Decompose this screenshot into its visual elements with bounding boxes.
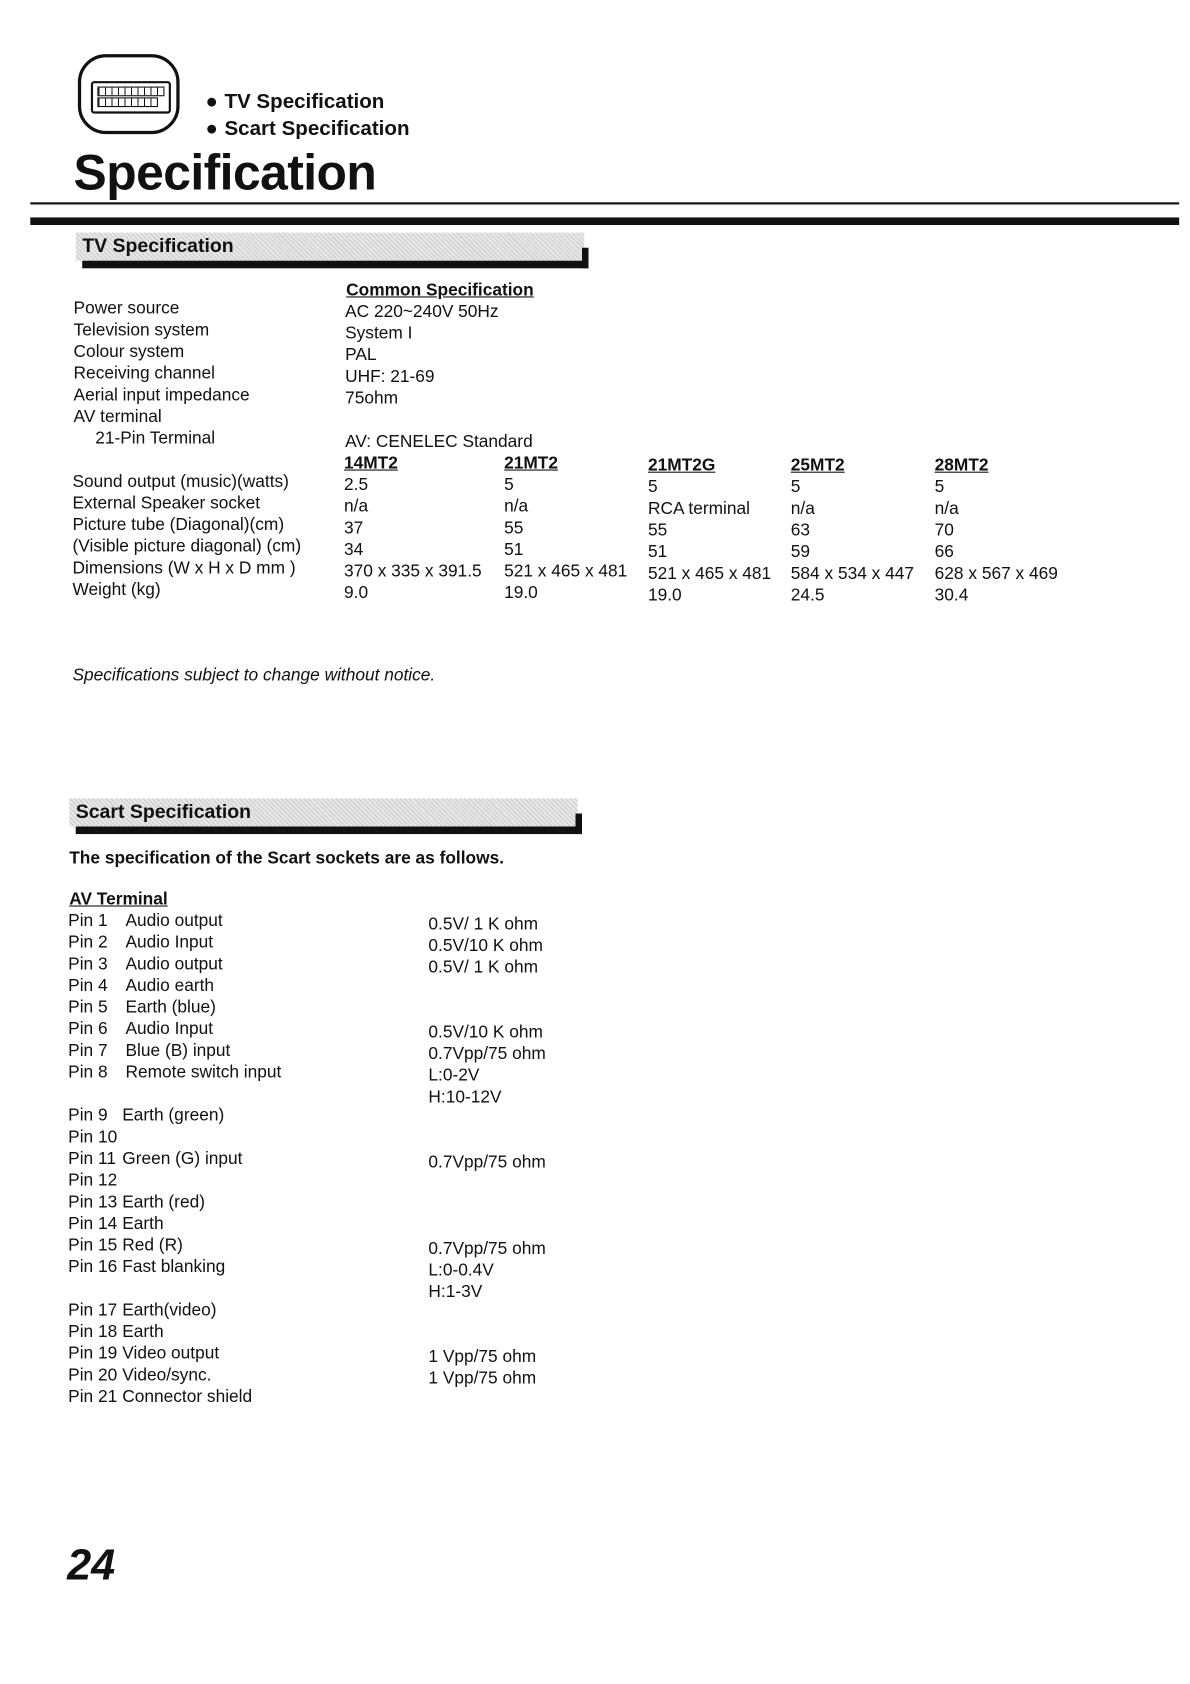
pin-signal-level: 0.7Vpp/75 ohm <box>428 1239 546 1259</box>
model-value: 37 <box>344 519 364 538</box>
spec-value: AV: CENELEC Standard <box>345 432 533 452</box>
pin-signal-level: 0.7Vpp/75 ohm <box>428 1153 546 1172</box>
model-column <box>504 453 627 604</box>
pin-number: Pin 5 <box>68 998 108 1017</box>
toc-item-scart: ● Scart Specification <box>206 118 410 142</box>
scart-intro: The specification of the Scart sockets are as follows. <box>69 849 505 868</box>
common-spec-heading: Common Specification <box>346 281 534 300</box>
pin-signal-level: L:0-0.4V <box>428 1261 494 1280</box>
common-labels <box>74 299 250 450</box>
spec-value: 75ohm <box>345 389 399 408</box>
pin-signal-level: H:1-3V <box>428 1283 483 1302</box>
pin-function: Audio output <box>125 955 223 974</box>
section-title: Scart Specification <box>75 800 252 823</box>
model-value: RCA terminal <box>647 499 750 519</box>
pin-number: Pin 6 <box>68 1020 108 1039</box>
model-column <box>344 453 482 604</box>
model-value: 70 <box>934 521 954 540</box>
spec-label: Picture tube (Diagonal)(cm) <box>72 516 285 535</box>
spec-label: AV terminal <box>73 407 162 427</box>
divider <box>30 202 1179 204</box>
spec-label: Colour system <box>73 342 185 362</box>
pin-function: Video output <box>122 1344 220 1364</box>
model-value: 2.5 <box>344 475 369 495</box>
spec-value: PAL <box>345 346 377 365</box>
model-value: 521 x 465 x 481 <box>504 562 628 581</box>
pin-signal-level: 0.7Vpp/75 ohm <box>428 1045 546 1064</box>
model-value: 9.0 <box>344 584 369 603</box>
spec-label: 21-Pin Terminal <box>95 429 216 448</box>
model-name: 25MT2 <box>790 456 845 475</box>
model-value: 5 <box>504 475 514 495</box>
pin-number: Pin 4 <box>68 976 108 996</box>
common-values <box>345 302 533 453</box>
model-value: n/a <box>504 497 529 517</box>
pin-signal-level: H:10-12V <box>428 1088 502 1107</box>
model-value: 584 x 534 x 447 <box>790 564 914 584</box>
model-value: 370 x 335 x 391.5 <box>344 562 482 581</box>
pin-signal-level: 1 Vpp/75 ohm <box>428 1347 537 1367</box>
spec-label: (Visible picture diagonal) (cm) <box>72 537 302 557</box>
model-value: 5 <box>934 478 945 497</box>
pin-function: Audio Input <box>125 933 214 952</box>
model-value: 34 <box>344 540 364 560</box>
page-number: 24 <box>67 1541 116 1590</box>
pin-number: Pin 7 <box>68 1041 108 1061</box>
pin-signal-level: L:0-2V <box>428 1066 480 1086</box>
pin-function: Audio output <box>125 911 223 931</box>
disclaimer-note: Specifications subject to change without notice. <box>72 666 436 685</box>
pin-function: Audio Input <box>125 1020 214 1039</box>
model-value: 55 <box>504 519 524 538</box>
spec-value: AC 220~240V 50Hz <box>345 302 499 322</box>
model-column <box>935 455 1058 606</box>
model-name: 21MT2 <box>504 454 558 473</box>
pin-function: Fast blanking <box>122 1258 226 1277</box>
av-terminal-heading: AV Terminal <box>69 890 168 909</box>
model-value: n/a <box>934 499 959 519</box>
model-column <box>648 455 771 606</box>
model-column <box>791 455 914 606</box>
pin-function: Earth (blue) <box>125 998 216 1017</box>
divider <box>30 217 1179 225</box>
pin-function: Green (G) input <box>122 1149 243 1169</box>
pin-number: Pin 8 <box>68 1063 108 1082</box>
pin-number: Pin 21 <box>68 1387 118 1407</box>
spec-label: Sound output (music)(watts) <box>72 472 289 492</box>
tv-section-header <box>76 233 590 276</box>
model-value: 55 <box>647 521 668 540</box>
model-value: 66 <box>934 543 954 562</box>
model-value: n/a <box>790 499 815 519</box>
pin-function: Earth <box>122 1323 164 1342</box>
model-value: 628 x 567 x 469 <box>934 564 1058 584</box>
pin-signal-level: 1 Vpp/75 ohm <box>428 1369 537 1388</box>
scart-section-header <box>69 798 583 841</box>
pin-number: Pin 16 <box>68 1258 118 1277</box>
model-name: 21MT2G <box>647 456 716 475</box>
spec-label: Dimensions (W x H x D mm ) <box>72 559 296 578</box>
pin-function: Earth (red) <box>122 1193 205 1212</box>
scart-connector-icon <box>78 54 180 134</box>
model-value: 19.0 <box>647 586 682 605</box>
pin-number: Pin 1 <box>68 911 108 931</box>
pin-number: Pin 12 <box>68 1171 118 1190</box>
pin-number: Pin 14 <box>68 1214 118 1234</box>
model-value: 51 <box>504 540 524 560</box>
spec-label: External Speaker socket <box>72 494 261 513</box>
pin-signal-level: 0.5V/10 K ohm <box>428 1023 543 1042</box>
pin-function: Video/sync. <box>122 1366 212 1385</box>
spec-label: Television system <box>73 321 210 340</box>
pin-function: Earth (green) <box>122 1106 225 1126</box>
model-value: 5 <box>790 478 801 497</box>
pin-number: Pin 2 <box>68 933 108 952</box>
pin-number: Pin 3 <box>68 955 108 974</box>
model-value: 30.4 <box>934 586 969 605</box>
model-value: 51 <box>647 543 668 562</box>
spec-value <box>345 410 533 432</box>
pin-signal-level: 0.5V/ 1 K ohm <box>428 958 539 977</box>
page-title: Specification <box>73 143 377 201</box>
pin-number: Pin 13 <box>68 1193 118 1212</box>
pin-number: Pin 11 <box>68 1149 116 1169</box>
spec-label: Receiving channel <box>73 364 216 383</box>
pin-function: Connector shield <box>122 1387 253 1407</box>
spec-label: Aerial input impedance <box>73 386 250 405</box>
pin-signal-level: 0.5V/ 1 K ohm <box>428 915 539 934</box>
pin-number: Pin 20 <box>68 1366 118 1385</box>
section-title: TV Specification <box>82 234 234 257</box>
model-value: 19.0 <box>504 584 538 603</box>
model-value: 521 x 465 x 481 <box>647 564 772 584</box>
pin-function: Earth <box>122 1214 164 1234</box>
pin-number: Pin 15 <box>68 1236 118 1255</box>
spec-label: Power source <box>73 299 180 319</box>
pin-number: Pin 10 <box>68 1128 118 1147</box>
pin-function: Red (R) <box>122 1236 183 1255</box>
spec-value: UHF: 21-69 <box>345 367 435 387</box>
model-spec-labels <box>72 472 301 602</box>
pin-function: Audio earth <box>125 976 215 996</box>
pin-number: Pin 9 <box>68 1106 108 1126</box>
pin-function: Earth(video) <box>122 1301 217 1320</box>
model-value: 5 <box>647 478 658 497</box>
model-name: 14MT2 <box>344 454 398 473</box>
model-value: 24.5 <box>790 586 825 605</box>
pin-function: Remote switch input <box>125 1063 282 1082</box>
pin-signal-level: 0.5V/10 K ohm <box>428 936 543 956</box>
pin-function: Blue (B) input <box>125 1041 231 1061</box>
spec-value: System I <box>345 324 413 343</box>
model-name: 28MT2 <box>934 456 989 475</box>
pin-number: Pin 19 <box>68 1344 118 1364</box>
spec-label: Weight (kg) <box>72 580 161 600</box>
model-value: 63 <box>790 521 811 540</box>
pin-number: Pin 18 <box>68 1323 118 1342</box>
pin-number: Pin 17 <box>68 1301 118 1320</box>
toc-item-tv: ● TV Specification <box>206 91 385 115</box>
model-value: n/a <box>344 497 369 517</box>
model-value: 59 <box>790 543 811 562</box>
